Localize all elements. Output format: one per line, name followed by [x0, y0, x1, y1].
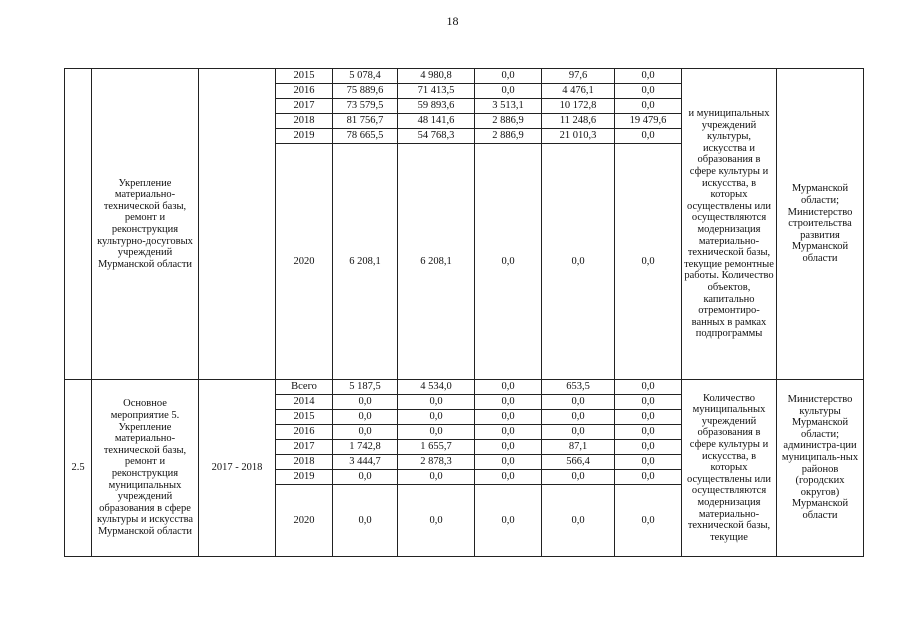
total-cell: 5 078,4 — [333, 69, 398, 84]
year-cell: 2017 — [276, 440, 333, 455]
municipal-budget-cell: 97,6 — [542, 69, 615, 84]
other-sources-cell: 0,0 — [615, 99, 682, 114]
regional-budget-cell: 4 534,0 — [398, 380, 475, 395]
regional-budget-cell: 6 208,1 — [398, 144, 475, 380]
regional-budget-cell: 54 768,3 — [398, 129, 475, 144]
year-cell: 2016 — [276, 84, 333, 99]
indicator-cell: и муниципальных учреждений культуры, искусства и образования в сфере культуры и искусства, в которых осуществлены или осуществляются модернизация материально-технической базы, текущие ремонтные работы. Количество объектов, капитально отремонтиро-ванных в рамках подпрограммы — [682, 69, 777, 380]
other-sources-cell: 0,0 — [615, 129, 682, 144]
federal-budget-cell: 0,0 — [475, 380, 542, 395]
executor-cell: Мурманской области; Министерство строительства развития Мурманской области — [777, 69, 864, 380]
municipal-budget-cell: 21 010,3 — [542, 129, 615, 144]
municipal-budget-cell: 87,1 — [542, 440, 615, 455]
federal-budget-cell: 2 886,9 — [475, 114, 542, 129]
other-sources-cell: 0,0 — [615, 144, 682, 380]
other-sources-cell: 0,0 — [615, 485, 682, 557]
total-cell: 1 742,8 — [333, 440, 398, 455]
municipal-budget-cell: 0,0 — [542, 425, 615, 440]
table-row — [65, 380, 864, 395]
other-sources-cell: 0,0 — [615, 84, 682, 99]
total-cell: 5 187,5 — [333, 380, 398, 395]
year-cell: 2019 — [276, 470, 333, 485]
page-number: 18 — [446, 14, 459, 28]
regional-budget-cell: 0,0 — [398, 395, 475, 410]
indicator-cell: Количество муниципальных учреждений образования в сфере культуры и искусства, в которых осуществлены или осуществляются модернизация материально-технической базы, текущие — [682, 380, 777, 557]
regional-budget-cell: 48 141,6 — [398, 114, 475, 129]
total-cell: 78 665,5 — [333, 129, 398, 144]
total-cell: 3 444,7 — [333, 455, 398, 470]
year-cell: 2015 — [276, 69, 333, 84]
other-sources-cell: 0,0 — [615, 69, 682, 84]
total-cell: 0,0 — [333, 425, 398, 440]
regional-budget-cell: 71 413,5 — [398, 84, 475, 99]
municipal-budget-cell: 0,0 — [542, 410, 615, 425]
federal-budget-cell: 0,0 — [475, 395, 542, 410]
other-sources-cell: 0,0 — [615, 380, 682, 395]
regional-budget-cell: 59 893,6 — [398, 99, 475, 114]
other-sources-cell: 0,0 — [615, 470, 682, 485]
other-sources-cell: 0,0 — [615, 410, 682, 425]
municipal-budget-cell: 0,0 — [542, 144, 615, 380]
municipal-budget-cell: 0,0 — [542, 470, 615, 485]
year-cell: 2016 — [276, 425, 333, 440]
total-cell: 0,0 — [333, 485, 398, 557]
budget-table — [64, 68, 864, 557]
federal-budget-cell: 0,0 — [475, 470, 542, 485]
executor-cell: Министерство культуры Мурманской области; администра-ции муниципаль-ных районов (городских округов) Мурманской области — [777, 380, 864, 557]
other-sources-cell: 0,0 — [615, 440, 682, 455]
regional-budget-cell: 0,0 — [398, 485, 475, 557]
regional-budget-cell: 1 655,7 — [398, 440, 475, 455]
other-sources-cell: 19 479,6 — [615, 114, 682, 129]
other-sources-cell: 0,0 — [615, 395, 682, 410]
municipal-budget-cell: 11 248,6 — [542, 114, 615, 129]
federal-budget-cell: 2 886,9 — [475, 129, 542, 144]
municipal-budget-cell: 653,5 — [542, 380, 615, 395]
federal-budget-cell: 0,0 — [475, 410, 542, 425]
municipal-budget-cell: 4 476,1 — [542, 84, 615, 99]
total-cell: 6 208,1 — [333, 144, 398, 380]
year-cell: 2020 — [276, 144, 333, 380]
regional-budget-cell: 0,0 — [398, 425, 475, 440]
regional-budget-cell: 0,0 — [398, 470, 475, 485]
federal-budget-cell: 0,0 — [475, 425, 542, 440]
other-sources-cell: 0,0 — [615, 425, 682, 440]
federal-budget-cell: 0,0 — [475, 485, 542, 557]
year-cell: 2019 — [276, 129, 333, 144]
regional-budget-cell: 0,0 — [398, 410, 475, 425]
municipal-budget-cell: 0,0 — [542, 485, 615, 557]
total-cell: 81 756,7 — [333, 114, 398, 129]
term-cell: 2017 - 2018 — [199, 380, 276, 557]
term-cell — [199, 69, 276, 380]
total-cell: 75 889,6 — [333, 84, 398, 99]
regional-budget-cell: 4 980,8 — [398, 69, 475, 84]
total-cell: 0,0 — [333, 410, 398, 425]
total-cell: 73 579,5 — [333, 99, 398, 114]
regional-budget-cell: 2 878,3 — [398, 455, 475, 470]
year-cell: 2015 — [276, 410, 333, 425]
year-cell: 2018 — [276, 114, 333, 129]
year-cell: Всего — [276, 380, 333, 395]
item-number-cell: 2.5 — [65, 380, 92, 557]
federal-budget-cell: 0,0 — [475, 69, 542, 84]
federal-budget-cell: 0,0 — [475, 144, 542, 380]
table-row — [65, 69, 864, 84]
year-cell: 2014 — [276, 395, 333, 410]
federal-budget-cell: 3 513,1 — [475, 99, 542, 114]
activity-name-cell: Основное мероприятие 5. Укрепление материально-технической базы, ремонт и реконструкция муниципальных учреждений образования в сфере культуры и искусства Мурманской области — [92, 380, 199, 557]
municipal-budget-cell: 566,4 — [542, 455, 615, 470]
activity-name-cell: Укрепление материально-технической базы, ремонт и реконструкция культурно-досуговых учреждений Мурманской области — [92, 69, 199, 380]
federal-budget-cell: 0,0 — [475, 440, 542, 455]
total-cell: 0,0 — [333, 395, 398, 410]
municipal-budget-cell: 10 172,8 — [542, 99, 615, 114]
year-cell: 2018 — [276, 455, 333, 470]
federal-budget-cell: 0,0 — [475, 455, 542, 470]
municipal-budget-cell: 0,0 — [542, 395, 615, 410]
other-sources-cell: 0,0 — [615, 455, 682, 470]
total-cell: 0,0 — [333, 470, 398, 485]
item-number-cell — [65, 69, 92, 380]
federal-budget-cell: 0,0 — [475, 84, 542, 99]
year-cell: 2020 — [276, 485, 333, 557]
year-cell: 2017 — [276, 99, 333, 114]
